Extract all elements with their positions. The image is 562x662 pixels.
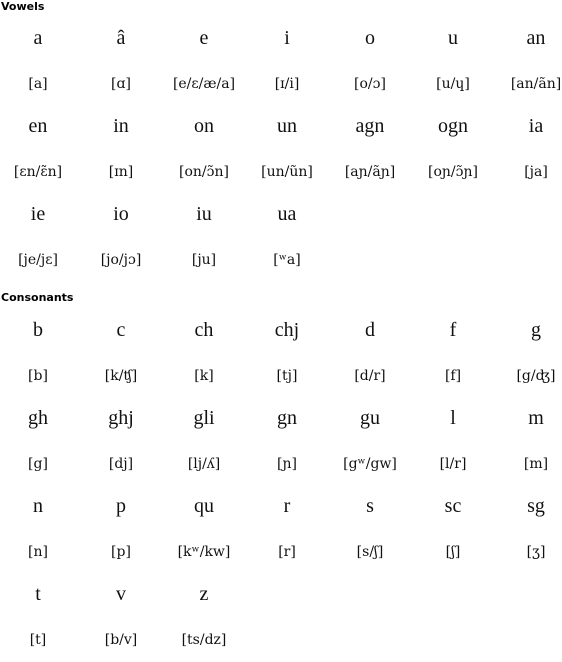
ipa-cell: [gʷ/gw]: [343, 456, 397, 472]
consonants-ipa-row: [0, 354, 562, 398]
letter-cell: ogn: [438, 115, 468, 137]
ipa-cell: [n]: [28, 544, 48, 560]
letter-cell: z: [199, 583, 209, 605]
consonants-letter-row: [0, 486, 562, 530]
letter-cell: agn: [355, 115, 385, 137]
letter-cell: n: [33, 495, 43, 517]
vowels-ipa-row: [0, 150, 562, 194]
ipa-cell: [k]: [194, 368, 214, 384]
letter-cell: io: [113, 203, 129, 225]
letter-cell: a: [33, 27, 43, 49]
consonants-letter-row: [0, 398, 562, 442]
ipa-cell: [u/ɥ]: [436, 76, 470, 92]
vowels-table: [0, 18, 562, 282]
letter-cell: iu: [196, 203, 212, 225]
ipa-cell: [an/ãn]: [510, 76, 562, 92]
ipa-cell: [g]: [28, 456, 48, 472]
ipa-cell: [ɲ]: [277, 456, 297, 472]
ipa-cell: [ɛn/ɛ̃n]: [13, 164, 63, 180]
letter-cell: chj: [274, 319, 300, 341]
ipa-cell: [o/ɔ]: [354, 76, 386, 92]
ipa-cell: [un/ũn]: [261, 164, 313, 180]
ipa-cell: [r]: [278, 544, 296, 560]
ipa-cell: [on/ɔ̃n]: [179, 164, 229, 180]
vowels-letter-row: [0, 194, 562, 238]
ipa-cell: [a]: [28, 76, 48, 92]
ipa-cell: [s/ʃ]: [356, 544, 384, 560]
ipa-cell: [ʃ]: [445, 544, 461, 560]
consonants-letter-row: [0, 574, 562, 618]
letter-cell: s: [366, 495, 374, 517]
vowels-ipa-row: [0, 62, 562, 106]
ipa-cell: [dj]: [108, 456, 134, 472]
vowels-letter-row: [0, 18, 562, 62]
letter-cell: u: [448, 27, 458, 49]
letter-cell: sg: [527, 495, 545, 517]
letter-cell: r: [283, 495, 291, 517]
consonants-ipa-row: [0, 442, 562, 486]
letter-cell: e: [199, 27, 209, 49]
ipa-cell: [ɪn]: [108, 164, 134, 180]
ipa-cell: [aɲ/ãɲ]: [344, 164, 396, 180]
ipa-cell: [g/ʤ]: [516, 368, 556, 384]
letter-cell: m: [528, 407, 544, 429]
letter-cell: gh: [28, 407, 48, 429]
vowels-ipa-row: [0, 238, 562, 282]
letter-cell: sc: [444, 495, 462, 517]
consonants-letter-row: [0, 310, 562, 354]
ipa-cell: [kʷ/kw]: [177, 544, 231, 560]
ipa-cell: [m]: [523, 456, 549, 472]
letter-cell: ch: [194, 319, 214, 341]
vowels-heading: Vowels: [1, 0, 45, 13]
letter-cell: an: [526, 27, 546, 49]
ipa-cell: [ja]: [524, 164, 548, 180]
letter-cell: t: [35, 583, 41, 605]
ipa-cell: [tj]: [276, 368, 298, 384]
consonants-ipa-row: [0, 530, 562, 574]
letter-cell: l: [450, 407, 456, 429]
ipa-cell: [ʒ]: [526, 544, 546, 560]
letter-cell: gu: [360, 407, 380, 429]
ipa-cell: [t]: [29, 632, 47, 648]
ipa-cell: [lj/ʎ]: [187, 456, 221, 472]
ipa-cell: [oɲ/ɔ̃ɲ]: [428, 164, 478, 180]
letter-cell: ie: [30, 203, 46, 225]
letter-cell: f: [449, 319, 457, 341]
ipa-cell: [e/ɛ/æ/a]: [172, 76, 236, 92]
letter-cell: in: [113, 115, 129, 137]
ipa-cell: [ju]: [191, 252, 217, 268]
letter-cell: ua: [277, 203, 297, 225]
ipa-cell: [ɑ]: [111, 76, 131, 92]
ipa-cell: [f]: [444, 368, 462, 384]
letter-cell: gn: [277, 407, 297, 429]
letter-cell: en: [28, 115, 48, 137]
ipa-cell: [p]: [111, 544, 131, 560]
letter-cell: g: [531, 319, 541, 341]
ipa-cell: [ts/dz]: [181, 632, 227, 648]
ipa-cell: [jo/jɔ]: [100, 252, 142, 268]
letter-cell: b: [33, 319, 43, 341]
vowels-letter-row: [0, 106, 562, 150]
letter-cell: c: [116, 319, 126, 341]
letter-cell: p: [116, 495, 126, 517]
letter-cell: gli: [193, 407, 215, 429]
letter-cell: un: [277, 115, 297, 137]
letter-cell: qu: [194, 495, 214, 517]
letter-cell: o: [365, 27, 375, 49]
consonants-heading: Consonants: [1, 291, 74, 304]
ipa-cell: [l/r]: [439, 456, 467, 472]
letter-cell: v: [116, 583, 126, 605]
ipa-cell: [d/r]: [354, 368, 386, 384]
letter-cell: d: [365, 319, 375, 341]
ipa-cell: [je/jɛ]: [18, 252, 58, 268]
consonants-table: [0, 310, 562, 662]
letter-cell: on: [194, 115, 214, 137]
letter-cell: i: [284, 27, 290, 49]
consonants-ipa-row: [0, 618, 562, 662]
ipa-cell: [b/v]: [104, 632, 138, 648]
ipa-cell: [k/ʧ]: [104, 368, 138, 384]
ipa-cell: [ʷa]: [273, 252, 301, 268]
ipa-cell: [ɪ/i]: [274, 76, 300, 92]
letter-cell: ia: [528, 115, 544, 137]
ipa-cell: [b]: [28, 368, 48, 384]
letter-cell: ghj: [108, 407, 134, 429]
letter-cell: â: [116, 27, 126, 49]
